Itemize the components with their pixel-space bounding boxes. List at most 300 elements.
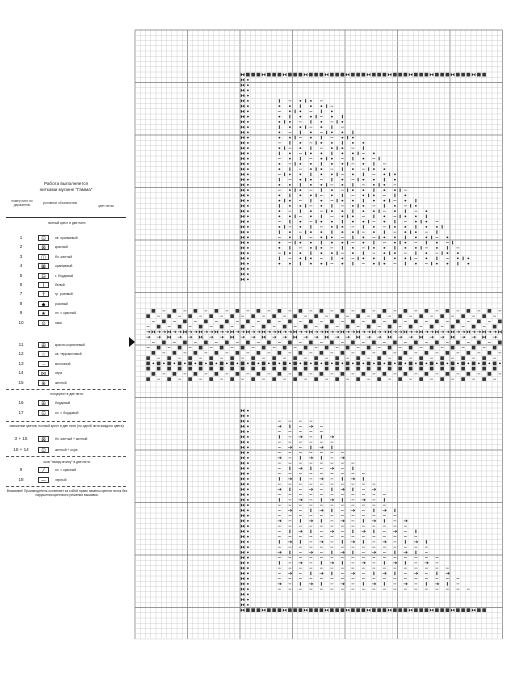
stitch-symbol: [304, 362, 308, 366]
stitch-symbol: [230, 335, 234, 339]
stitch-symbol: [257, 309, 261, 313]
stitch-symbol: [241, 582, 245, 586]
stitch-symbol: [288, 320, 292, 324]
stitch-symbol: [325, 335, 329, 339]
stitch-symbol: [415, 231, 417, 233]
legend-thread-number: 17: [18, 410, 24, 415]
stitch-symbol: [356, 367, 360, 371]
stitch-symbol: [393, 341, 397, 345]
stitch-symbol: [377, 377, 381, 381]
stitch-symbol: [247, 415, 249, 417]
stitch-symbol: [310, 257, 312, 259]
legend-symbol-icon: ⊞: [38, 342, 49, 348]
stitch-symbol: [241, 115, 245, 119]
stitch-symbol: [268, 362, 270, 364]
stitch-symbol: [346, 73, 350, 77]
stitch-symbol: [304, 346, 308, 350]
stitch-symbol: [247, 525, 249, 527]
stitch-symbol: [341, 226, 343, 228]
stitch-symbol: [278, 608, 282, 612]
stitch-symbol: [331, 210, 333, 212]
stitch-symbol: [241, 99, 245, 103]
stitch-symbol: [246, 341, 250, 345]
stitch-symbol: [331, 116, 333, 118]
legend-symbol-icon: ⊠: [38, 436, 49, 442]
stitch-symbol: [157, 325, 161, 329]
stitch-symbol: [477, 341, 481, 345]
stitch-symbol: [415, 362, 417, 364]
stitch-symbol: [415, 247, 417, 249]
stitch-symbol: [299, 351, 303, 355]
stitch-symbol: [241, 152, 245, 156]
stitch-symbol: [404, 372, 408, 376]
stitch-symbol: [320, 221, 322, 223]
stitch-symbol: [394, 362, 396, 364]
legend-section-full: полный крест в две нити:: [47, 221, 87, 225]
stitch-symbol: [430, 336, 434, 338]
legend-symbol-icon: ⊟: [38, 273, 49, 279]
stitch-symbol: [299, 73, 303, 77]
stitch-symbol: [446, 252, 448, 254]
stitch-symbol: [299, 173, 301, 175]
stitch-symbol: [278, 131, 280, 133]
stitch-symbol: [372, 330, 376, 334]
legend-thread-number: 5: [19, 272, 23, 278]
stitch-symbol: [299, 189, 301, 191]
stitch-symbol: [341, 608, 345, 612]
stitch-symbol: [440, 356, 444, 360]
stitch-symbol: [404, 200, 406, 202]
legend-thread-number: 2: [19, 244, 23, 250]
stitch-symbol: [173, 309, 177, 313]
stitch-symbol: [446, 263, 448, 265]
stitch-symbol: [325, 325, 329, 329]
stitch-symbol: [446, 236, 448, 238]
stitch-symbol: [325, 346, 329, 350]
stitch-symbol: [373, 200, 375, 202]
stitch-symbol: [341, 309, 345, 313]
stitch-symbol: [314, 377, 318, 381]
stitch-symbol: [419, 377, 423, 381]
grid-lines: [135, 30, 503, 639]
stitch-symbol: [289, 152, 291, 154]
stitch-symbol: [472, 608, 476, 612]
stitch-symbol: [482, 367, 486, 371]
stitch-symbol: [383, 221, 385, 223]
stitch-symbol: [241, 83, 245, 87]
stitch-symbol: [435, 608, 439, 612]
legend-color-name: красный: [55, 245, 68, 250]
legend-col-color: цвет нитки: [98, 204, 114, 208]
stitch-symbol: [320, 158, 322, 160]
stitch-symbol: [247, 551, 249, 553]
stitch-symbol: [262, 608, 266, 612]
stitch-symbol: [247, 520, 249, 522]
stitch-symbol: [314, 362, 318, 366]
stitch-symbol: [377, 331, 381, 333]
stitch-symbol: [209, 331, 213, 333]
stitch-symbol: [310, 179, 312, 181]
stitch-symbol: [477, 608, 481, 612]
stitch-symbol: [331, 236, 333, 238]
stitch-symbol: [356, 356, 360, 360]
stitch-symbol: [341, 210, 343, 212]
stitch-symbol: [183, 320, 187, 324]
stitch-symbol: [304, 336, 308, 338]
stitch-symbol: [482, 362, 486, 366]
stitch-symbol: [241, 215, 245, 219]
stitch-symbol: [241, 414, 245, 418]
stitch-symbol: [257, 331, 261, 333]
stitch-symbol: [367, 608, 371, 612]
stitch-symbol: [310, 105, 312, 107]
stitch-symbol: [346, 325, 350, 329]
stitch-symbol: [230, 367, 234, 371]
stitch-symbol: [362, 236, 364, 238]
stitch-symbol: [351, 341, 355, 345]
stitch-symbol: [472, 336, 476, 338]
stitch-symbol: [293, 314, 297, 318]
stitch-symbol: [310, 100, 312, 102]
legend-thread-number: 14: [18, 370, 24, 376]
stitch-symbol: [335, 336, 339, 338]
stitch-symbol: [415, 221, 417, 223]
stitch-symbol: [351, 572, 355, 574]
stitch-symbol: [262, 73, 266, 77]
stitch-symbol: [146, 314, 150, 318]
stitch-symbol: [314, 331, 318, 333]
stitch-symbol: [451, 362, 455, 366]
stitch-symbol: [467, 257, 469, 259]
stitch-symbol: [278, 457, 282, 459]
legend-thread-number: 9: [19, 310, 23, 316]
stitch-symbol: [241, 199, 245, 203]
stitch-symbol: [241, 167, 245, 171]
stitch-symbol: [373, 179, 375, 181]
stitch-symbol: [404, 330, 408, 334]
stitch-symbol: [278, 137, 280, 139]
stitch-symbol: [415, 263, 417, 265]
stitch-symbol: [330, 331, 334, 333]
stitch-symbol: [356, 73, 360, 77]
stitch-symbol: [241, 419, 245, 423]
stitch-symbol: [331, 252, 333, 254]
legend-thread-number: 11: [18, 342, 24, 347]
stitch-symbol: [367, 73, 371, 77]
stitch-symbol: [309, 551, 313, 553]
stitch-symbol: [331, 362, 333, 364]
stitch-symbol: [199, 330, 203, 334]
legend-section-mix: смешение цветов, полный крест в две нити (по одной нити каждого цвета):: [9, 424, 125, 428]
stitch-symbol: [247, 441, 249, 443]
legend-symbol-icon: ⁄: [38, 467, 49, 473]
stitch-symbol: [199, 325, 203, 329]
stitch-symbol: [278, 488, 282, 490]
stitch-symbol: [309, 520, 313, 522]
stitch-symbol: [309, 583, 313, 585]
stitch-symbol: [299, 372, 303, 376]
stitch-symbol: [167, 330, 171, 334]
stitch-symbol: [477, 331, 481, 333]
legend-color-name: черный: [55, 478, 67, 482]
stitch-symbol: [241, 577, 245, 581]
legend-color-name: розовый: [55, 301, 68, 306]
stitch-symbol: [241, 241, 245, 245]
stitch-symbol: [456, 608, 460, 612]
stitch-symbol: [247, 252, 249, 254]
stitch-symbol: [310, 116, 312, 118]
stitch-symbol: [331, 163, 333, 165]
stitch-symbol: [167, 367, 171, 371]
stitch-symbol: [425, 562, 429, 564]
stitch-symbol: [352, 189, 354, 191]
stitch-symbol: [283, 331, 287, 333]
stitch-symbol: [320, 173, 322, 175]
legend-color-name: охра: [55, 371, 63, 376]
stitch-symbol: [220, 367, 224, 371]
stitch-symbol: [467, 309, 471, 313]
stitch-symbol: [251, 362, 255, 366]
stitch-symbol: [247, 142, 249, 144]
stitch-symbol: [341, 362, 343, 364]
stitch-symbol: [247, 163, 249, 165]
stitch-symbol: [394, 173, 396, 175]
stitch-symbol: [314, 608, 318, 612]
stitch-symbol: [372, 608, 376, 612]
legend-thread-number: 16: [18, 400, 24, 405]
stitch-symbol: [246, 73, 250, 77]
legend-color-name: сн. т. красный: [55, 468, 77, 472]
stitch-symbol: [467, 608, 471, 612]
legend-symbol-icon: ⊡: [38, 447, 49, 453]
legend-thread-number: 3: [19, 253, 23, 259]
stitch-symbol: [314, 336, 318, 338]
stitch-symbol: [247, 588, 249, 590]
stitch-symbol: [247, 572, 249, 574]
stitch-symbol: [330, 530, 334, 532]
stitch-symbol: [204, 341, 208, 345]
stitch-symbol: [247, 536, 249, 538]
stitch-symbol: [241, 209, 245, 213]
stitch-symbol: [241, 451, 245, 455]
stitch-symbol: [178, 362, 182, 366]
stitch-symbol: [419, 608, 423, 612]
stitch-symbol: [356, 330, 360, 334]
stitch-symbol: [467, 351, 471, 355]
stitch-symbol: [383, 73, 387, 77]
legend-symbol-icon: ⊡: [38, 410, 49, 416]
stitch-symbol: [247, 137, 249, 139]
stitch-symbol: [241, 78, 245, 82]
legend-symbol-icon: —: [38, 477, 49, 483]
stitch-symbol: [167, 356, 171, 360]
stitch-symbol: [341, 152, 343, 154]
stitch-symbol: [351, 320, 355, 324]
stitch-symbol: [377, 336, 381, 338]
stitch-symbol: [236, 372, 240, 376]
stitch-symbol: [425, 226, 427, 228]
stitch-symbol: [356, 377, 360, 381]
stitch-symbol: [457, 252, 459, 254]
stitch-symbol: [278, 583, 282, 585]
stitch-symbol: [241, 178, 245, 182]
stitch-symbol: [247, 95, 249, 97]
stitch-symbol: [404, 520, 408, 522]
stitch-symbol: [341, 457, 345, 459]
stitch-symbol: [247, 79, 249, 81]
stitch-symbol: [341, 131, 343, 133]
stitch-symbol: [314, 73, 318, 77]
stitch-symbol: [320, 184, 322, 186]
stitch-symbol: [152, 351, 156, 355]
stitch-symbol: [373, 257, 375, 259]
stitch-symbol: [173, 372, 177, 376]
stitch-symbol: [247, 189, 249, 191]
stitch-symbol: [241, 493, 245, 497]
legend-thread-number: 9: [19, 467, 23, 472]
stitch-symbol: [247, 515, 249, 517]
stitch-symbol: [267, 341, 271, 345]
stitch-symbol: [341, 263, 343, 265]
stitch-symbol: [162, 320, 166, 324]
stitch-symbol: [377, 73, 381, 77]
stitch-symbol: [331, 189, 333, 191]
stitch-symbol: [351, 608, 355, 612]
stitch-symbol: [362, 331, 366, 333]
stitch-symbol: [377, 356, 381, 360]
stitch-symbol: [440, 314, 444, 318]
stitch-symbol: [383, 189, 385, 191]
stitch-symbol: [247, 467, 249, 469]
stitch-symbol: [299, 562, 303, 564]
stitch-symbol: [278, 121, 280, 123]
stitch-symbol: [289, 231, 291, 233]
stitch-symbol: [325, 362, 329, 366]
legend-col-threads: номер нити по держателю: [11, 199, 33, 207]
stitch-symbol: [320, 236, 322, 238]
stitch-symbol: [299, 608, 303, 612]
stitch-symbol: [419, 335, 423, 339]
stitch-symbol: [335, 608, 339, 612]
stitch-symbol: [493, 346, 497, 350]
legend-symbol-icon: ⊡: [38, 235, 49, 241]
stitch-symbol: [414, 572, 418, 574]
stitch-symbol: [163, 362, 165, 364]
stitch-symbol: [257, 608, 261, 612]
legend-symbol-icon: ⊕: [38, 380, 49, 386]
stitch-symbol: [346, 608, 350, 612]
stitch-symbol: [278, 163, 280, 165]
legend-thread-number: 10: [18, 319, 24, 325]
stitch-symbol: [415, 215, 417, 217]
stitch-symbol: [299, 242, 301, 244]
stitch-symbol: [241, 440, 245, 444]
stitch-symbol: [320, 231, 322, 233]
stitch-symbol: [241, 430, 245, 434]
stitch-symbol: [398, 73, 402, 77]
stitch-symbol: [440, 362, 444, 366]
stitch-symbol: [188, 314, 192, 318]
stitch-symbol: [241, 551, 245, 555]
stitch-symbol: [257, 362, 259, 364]
stitch-symbol: [247, 268, 249, 270]
legend-thread-number: 1: [19, 235, 23, 240]
stitch-symbol: [309, 320, 313, 324]
stitch-symbol: [440, 377, 444, 381]
stitch-symbol: [146, 362, 150, 366]
stitch-symbol: [310, 131, 312, 133]
stitch-symbol: [283, 608, 287, 612]
stitch-symbol: [356, 608, 360, 612]
stitch-symbol: [330, 341, 334, 345]
stitch-symbol: [456, 341, 460, 345]
stitch-symbol: [372, 73, 376, 77]
stitch-symbol: [309, 488, 313, 490]
stitch-symbol: [225, 331, 229, 333]
stitch-symbol: [309, 457, 313, 459]
stitch-symbol: [404, 242, 406, 244]
stitch-symbol: [241, 246, 245, 250]
legend-symbol-icon: ◫: [38, 254, 49, 260]
stitch-symbol: [320, 478, 324, 480]
stitch-symbol: [346, 331, 350, 333]
stitch-symbol: [330, 608, 334, 612]
stitch-symbol: [331, 147, 333, 149]
stitch-symbol: [241, 157, 245, 161]
stitch-symbol: [352, 200, 354, 202]
stitch-symbol: [446, 572, 450, 574]
stitch-symbol: [247, 221, 249, 223]
stitch-symbol: [247, 410, 249, 412]
stitch-symbol: [251, 356, 255, 360]
stitch-symbol: [247, 278, 249, 280]
stitch-symbol: [247, 509, 249, 511]
stitch-symbol: [267, 73, 271, 77]
legend-color-name: гр. розовый: [55, 292, 73, 297]
stitch-symbol: [241, 173, 245, 177]
stitch-symbol: [247, 194, 249, 196]
stitch-symbol: [320, 608, 324, 612]
stitch-symbol: [451, 608, 455, 612]
stitch-symbol: [188, 377, 192, 381]
stitch-symbol: [394, 226, 396, 228]
stitch-symbol: [247, 105, 249, 107]
stitch-symbol: [209, 367, 213, 371]
stitch-symbol: [247, 131, 249, 133]
stitch-symbol: [409, 336, 413, 338]
stitch-symbol: [278, 247, 280, 249]
stitch-symbol: [310, 194, 312, 196]
stitch-symbol: [477, 320, 481, 324]
stitch-symbol: [247, 231, 249, 233]
stitch-symbol: [209, 377, 213, 381]
stitch-symbol: [398, 336, 402, 338]
stitch-symbol: [440, 608, 444, 612]
stitch-symbol: [488, 362, 490, 364]
stitch-symbol: [362, 163, 364, 165]
stitch-symbol: [398, 377, 402, 381]
stitch-symbol: [289, 263, 291, 265]
stitch-symbol: [335, 362, 339, 366]
stitch-symbol: [188, 356, 192, 360]
stitch-symbol: [393, 530, 397, 532]
stitch-symbol: [346, 367, 350, 371]
stitch-symbol: [299, 163, 301, 165]
stitch-symbol: [299, 530, 303, 532]
stitch-symbol: [247, 205, 249, 207]
stitch-symbol: [383, 215, 385, 217]
stitch-symbol: [446, 309, 450, 313]
